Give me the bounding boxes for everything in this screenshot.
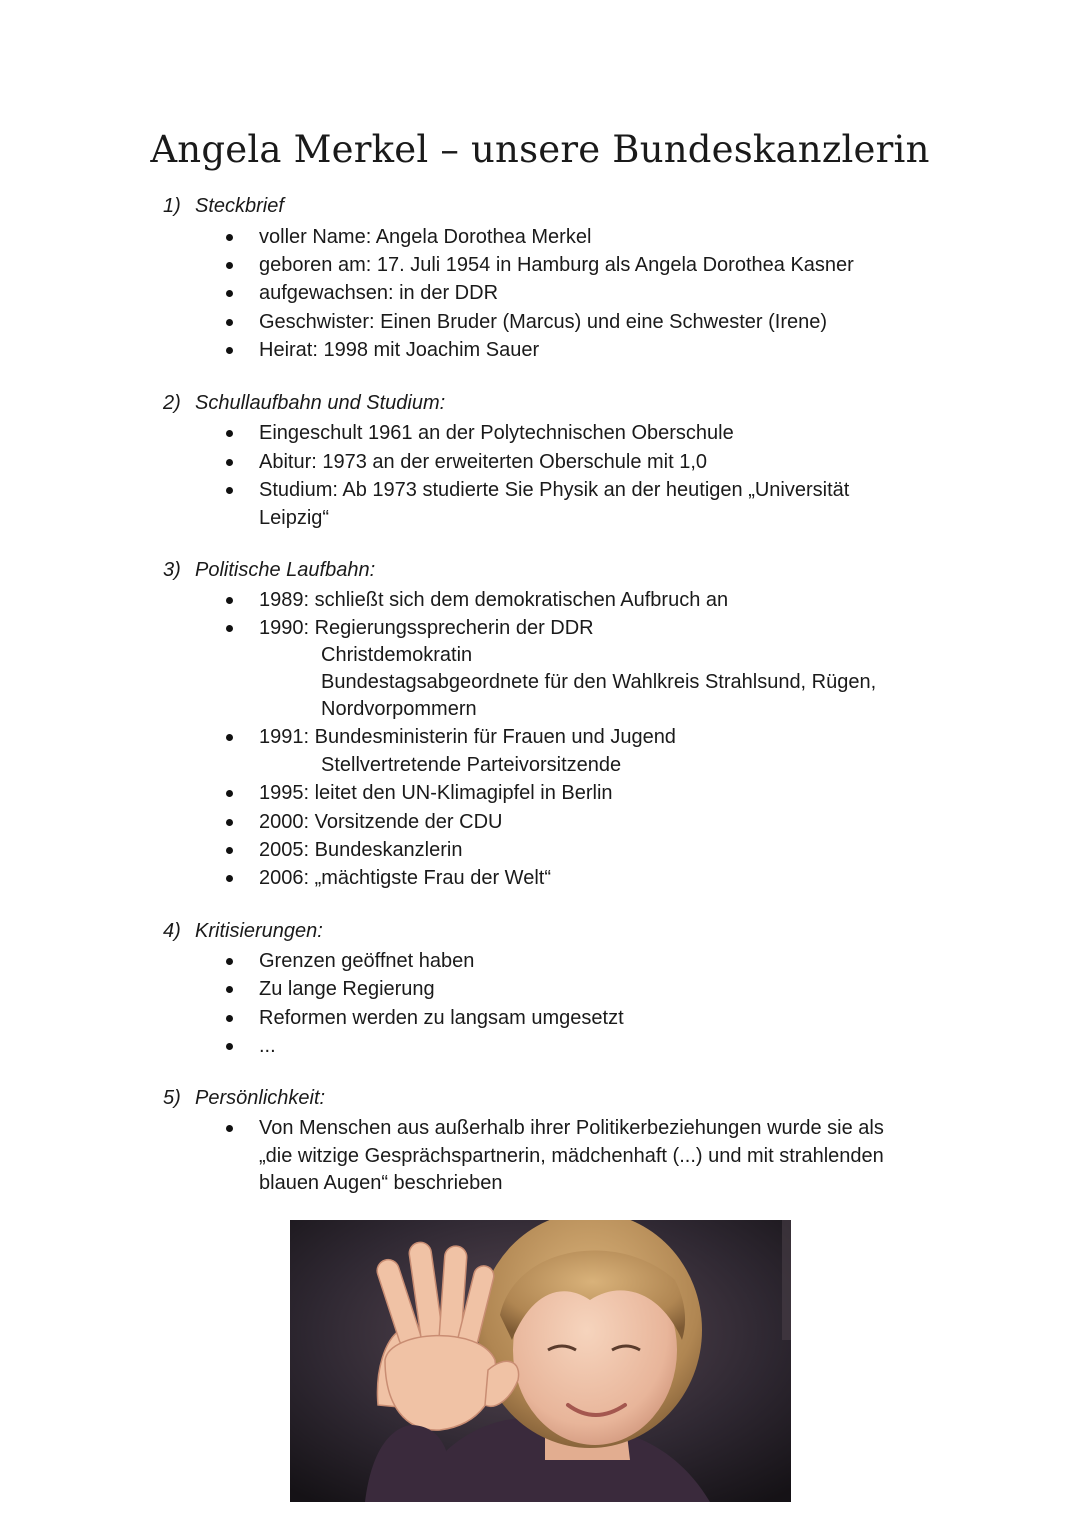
bullet-icon: [226, 875, 233, 882]
section-title: Schullaufbahn und Studium:: [195, 392, 446, 414]
portrait-illustration: [290, 1220, 791, 1502]
section-title: Politische Laufbahn:: [195, 559, 376, 581]
document-title: Angela Merkel – unsere Bundeskanzlerin: [150, 128, 930, 171]
bullet-icon: [226, 234, 233, 241]
section-number: 3): [163, 559, 181, 581]
section-title: Persönlichkeit:: [195, 1087, 326, 1109]
bullet-icon: [226, 1125, 233, 1132]
section-number: 5): [163, 1087, 181, 1109]
section-number: 4): [163, 920, 181, 942]
bullet-icon: [226, 986, 233, 993]
bullet-icon: [226, 319, 233, 326]
section-heading-politische-laufbahn: [163, 559, 375, 582]
bullet-icon: [226, 430, 233, 437]
list-item-continuation: Stellvertretende Parteivorsitzende: [321, 754, 622, 776]
section-number: 2): [163, 392, 181, 414]
list-item-continuation: Bundestagsabgeordnete für den Wahlkreis Strahlsund, Rügen,: [321, 671, 877, 693]
list-item-continuation: blauen Augen“ beschrieben: [259, 1172, 503, 1194]
bullet-icon: [226, 459, 233, 466]
section-heading-kritisierungen: [163, 920, 323, 943]
bullet-icon: [226, 625, 233, 632]
section-heading-persoenlichkeit: [163, 1087, 325, 1110]
section-number: 1): [163, 195, 181, 217]
bullet-icon: [226, 487, 233, 494]
bullet-icon: [226, 347, 233, 354]
document-page: Angela Merkel – unsere Bundeskanzlerin 1) Steckbrief voller Name: Angela Dorothea Merkel geboren am: 17. Juli 1954 in Hamburg als Angela Dorothea Kasner aufgewachsen: in der DDR Geschwister: Einen Bruder (Marcus) und eine Schwester (Irene) Heirat: 1998 mit Joachim Sauer 2) Schullaufbahn und Studium: Eingeschult 1961 an der Polytechnischen Oberschule Abitur: 1973 an der erweiterten Oberschule mit 1,0 Studium: Ab 1973 studierte Sie Physik an der heutigen „Universität Leipzig“ 3) Politische Laufbahn: 1989: schließt sich dem demokratischen Aufbruch an 1990: Regierungssprecherin der DDR Christdemokratin Bundestagsabgeordnete für den Wahlkreis Strahlsund, Rügen, Nordvorpommern 1991: Bundesministerin für Frauen und Jugend Stellvertretende Parteivorsitzende 1995: leitet den UN-Klimagipfel in Berlin 2000: Vorsitzende der CDU 2005: Bundeskanzlerin 2006: „mächtigste Frau der Welt“ 4) Kritisierungen: Grenzen geöffnet haben Zu lange Regierung Reformen werden zu langsam umgesetzt ... 5) Persönlichkeit: Von Menschen aus außerhalb ihrer Politikerbeziehungen wurde sie als „die witzige Gesprächspartnerin, mädchenhaft (...) und mit strahlenden blauen Augen“ beschrieben: [0, 0, 1080, 1527]
section-title: Kritisierungen:: [195, 920, 323, 942]
bullet-icon: [226, 847, 233, 854]
bullet-icon: [226, 597, 233, 604]
list-item-continuation: Leipzig“: [259, 507, 330, 529]
portrait-photo: [290, 1220, 791, 1502]
section-title: Steckbrief: [195, 195, 284, 217]
bullet-icon: [226, 1043, 233, 1050]
bullet-icon: [226, 790, 233, 797]
bullet-icon: [226, 819, 233, 826]
bullet-icon: [226, 1015, 233, 1022]
list-item-continuation: Christdemokratin: [321, 644, 473, 666]
bullet-icon: [226, 734, 233, 741]
list-item-continuation: „die witzige Gesprächspartnerin, mädchenhaft (...) und mit strahlenden: [259, 1145, 884, 1167]
bullet-icon: [226, 290, 233, 297]
section-heading-schullaufbahn: [163, 392, 445, 415]
bullet-icon: [226, 958, 233, 965]
section-heading-steckbrief: [163, 195, 284, 218]
bullet-icon: [226, 262, 233, 269]
list-item-continuation: Nordvorpommern: [321, 698, 477, 720]
